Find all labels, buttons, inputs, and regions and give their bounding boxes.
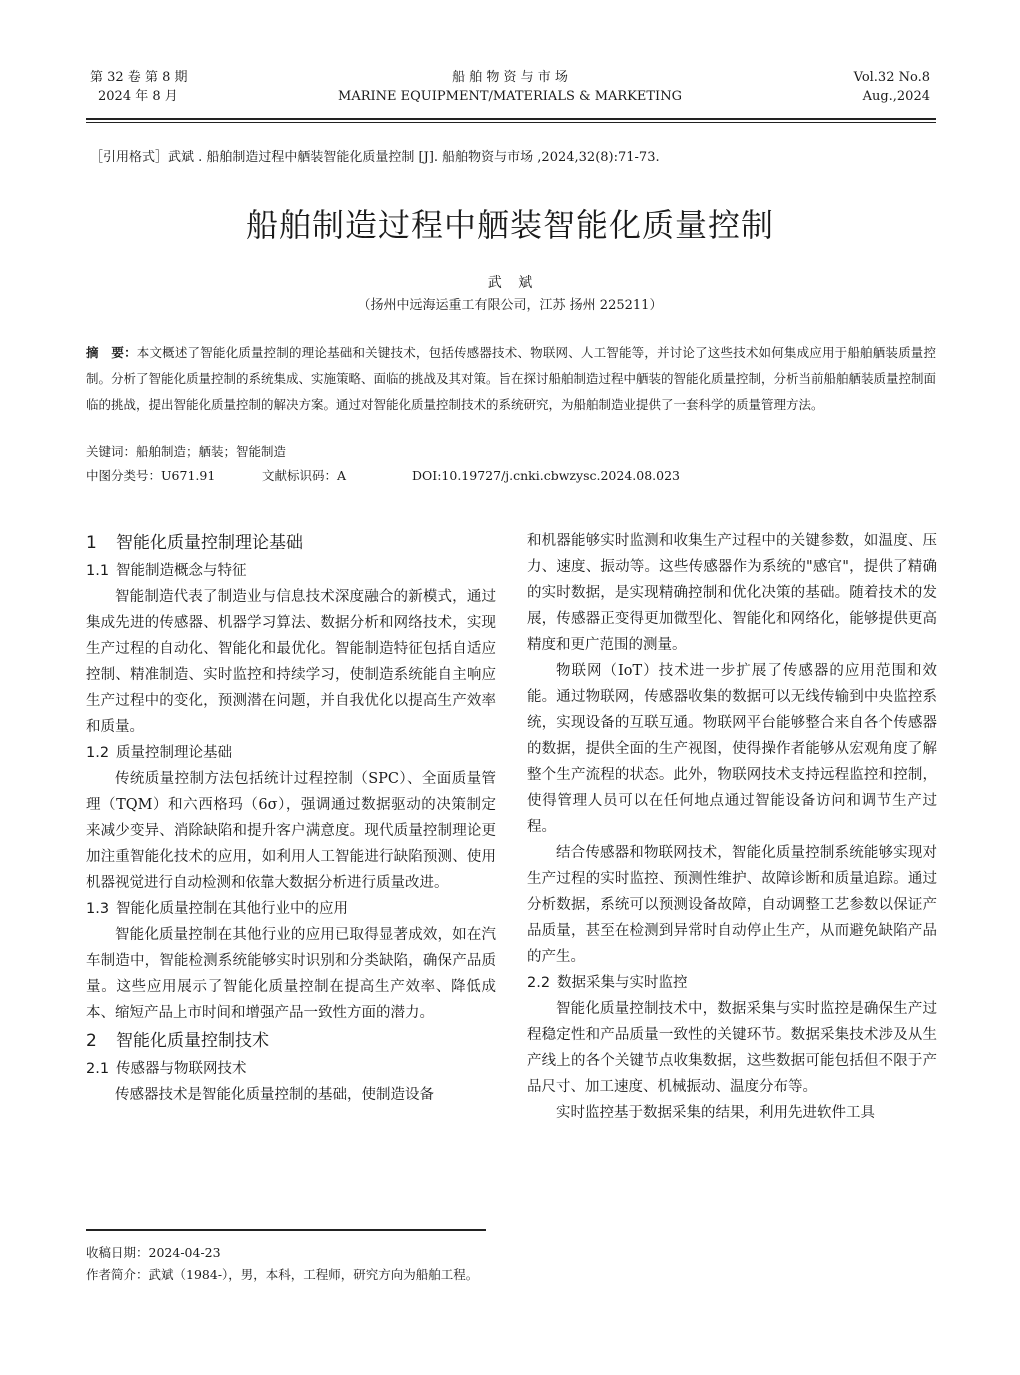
header-month-year: Aug.,2024	[862, 89, 930, 104]
abstract-label: 摘 要：	[86, 345, 137, 360]
paragraph: 结合传感器和物联网技术，智能化质量控制系统能够实现对生产过程的实时监控、预测性维护、故障诊断和质量追踪。通过分析数据，系统可以预测设备故障，自动调整工艺参数以保证产品质量，甚至在检测到异常时自动停止生产，从而避免缺陷产品的产生。	[527, 845, 937, 965]
bio-text: 武斌（1984-），男，本科，工程师，研究方向为船舶工程。	[148, 1267, 479, 1282]
received-value: 2024-04-23	[148, 1245, 221, 1260]
paragraph: 智能制造代表了制造业与信息技术深度融合的新模式，通过集成先进的传感器、机器学习算法、数据分析和网络技术，实现生产过程的自动化、智能化和最优化。智能制造特征包括自适应控制、精准制造、实时监控和持续学习，使制造系统能自主响应生产过程中的变化，预测潜在问题，并自我优化以提高生产效率和质量。	[86, 589, 496, 735]
keywords-label: 关键词：	[86, 444, 137, 459]
classification	[86, 466, 680, 484]
paragraph: 传统质量控制方法包括统计过程控制（SPC）、全面质量管理（TQM）和六西格玛（6σ），强调通过数据驱动的决策制定来减少变异、消除缺陷和提升客户满意度。现代质量控制理论更加注重智能化技术的应用，如利用人工智能进行缺陷预测、使用机器视觉进行自动检测和依靠大数据分析进行质量改进。	[86, 771, 496, 891]
footnote-rule	[86, 1229, 486, 1231]
clc-code: U671.91	[161, 468, 216, 483]
left-column	[86, 528, 496, 1108]
section-heading-1: 1 智能化质量控制理论基础	[86, 533, 303, 553]
paragraph: 传感器技术是智能化质量控制的基础，使制造设备	[115, 1087, 434, 1103]
author-bio	[86, 1265, 478, 1283]
header-rule-thick	[86, 118, 936, 120]
header-rule-thin	[86, 122, 936, 123]
citation-format	[90, 146, 660, 165]
doi: DOI:10.19727/j.cnki.cbwzysc.2024.08.023	[412, 468, 680, 483]
section-heading-2: 2 智能化质量控制技术	[86, 1031, 269, 1051]
paragraph: 智能化质量控制技术中，数据采集与实时监控是确保生产过程稳定性和产品质量一致性的关键环节。数据采集技术涉及从生产线上的各个关键节点收集数据，这些数据可能包括但不限于产品尺寸、加工速度、机械振动、温度分布等。	[527, 1001, 937, 1095]
author-name: 武 斌	[487, 275, 533, 291]
citation-label: ［引用格式］	[90, 150, 169, 165]
keywords-text: 船舶制造；舾装；智能制造	[136, 444, 287, 459]
journal-name-en: MARINE EQUIPMENT/MATERIALS & MARKETING	[338, 89, 682, 104]
paper-title: 船舶制造过程中舾装智能化质量控制	[245, 206, 774, 244]
received-label: 收稿日期：	[86, 1245, 149, 1260]
received-date	[86, 1243, 221, 1261]
header-volume-en	[854, 68, 930, 106]
header-date: 2024 年 8 月	[98, 89, 178, 104]
doc-code-label: 文献标识码：	[262, 468, 338, 483]
right-column	[527, 528, 937, 1126]
section-heading-1-1: 1.1 智能制造概念与特征	[86, 563, 247, 579]
paragraph: 物联网（IoT）技术进一步扩展了传感器的应用范围和效能。通过物联网，传感器收集的数据可以无线传输到中央监控系统，实现设备的互联互通。物联网平台能够整合来自各个传感器的数据，提供全面的生产视图，使得操作者能够从宏观角度了解整个生产流程的状态。此外，物联网技术支持远程监控和控制，使得管理人员可以在任何地点通过智能设备访问和调节生产过程。	[527, 663, 937, 835]
clc-label: 中图分类号：	[86, 468, 162, 483]
header-volume: 第 32 卷 第 8 期	[90, 70, 188, 85]
author-affiliation: （扬州中远海运重工有限公司，江苏 扬州 225211）	[357, 298, 663, 313]
paragraph: 实时监控基于数据采集的结果，利用先进软件工具	[556, 1105, 875, 1121]
section-heading-1-3: 1.3 智能化质量控制在其他行业中的应用	[86, 901, 348, 917]
paragraph: 和机器能够实时监测和收集生产过程中的关键参数，如温度、压力、速度、振动等。这些传感器作为系统的"感官"，提供了精确的实时数据，是实现精确控制和优化决策的基础。随着技术的发展，传感器正变得更加微型化、智能化和网络化，能够提供更高精度和更广范围的测量。	[527, 533, 937, 653]
abstract	[86, 340, 936, 418]
bio-label: 作者简介：	[86, 1267, 149, 1282]
header-vol-no: Vol.32 No.8	[853, 70, 930, 85]
doc-code: A	[337, 468, 347, 483]
citation-text: 武斌 . 船舶制造过程中舾装智能化质量控制 [J]. 船舶物资与市场 ,2024,32(8):71-73.	[168, 150, 660, 165]
section-heading-2-1: 2.1 传感器与物联网技术	[86, 1061, 247, 1077]
abstract-text: 本文概述了智能化质量控制的理论基础和关键技术，包括传感器技术、物联网、人工智能等，并讨论了这些技术如何集成应用于船舶舾装质量控制。分析了智能化质量控制的系统集成、实施策略、面临的挑战及其对策。旨在探讨船舶制造过程中舾装的智能化质量控制，分析当前船舶舾装质量控制面临的挑战，提出智能化质量控制的解决方案。通过对智能化质量控制技术的系统研究，为船舶制造业提供了一套科学的质量管理方法。	[86, 345, 937, 412]
section-heading-1-2: 1.2 质量控制理论基础	[86, 745, 232, 761]
paragraph: 智能化质量控制在其他行业的应用已取得显著成效，如在汽车制造中，智能检测系统能够实时识别和分类缺陷，确保产品质量。这些应用展示了智能化质量控制在提高生产效率、降低成本、缩短产品上市时间和增强产品一致性方面的潜力。	[86, 927, 496, 1021]
keywords	[86, 442, 286, 460]
journal-name-cn: 船 舶 物 资 与 市 场	[452, 70, 568, 85]
section-heading-2-2: 2.2 数据采集与实时监控	[527, 975, 688, 991]
